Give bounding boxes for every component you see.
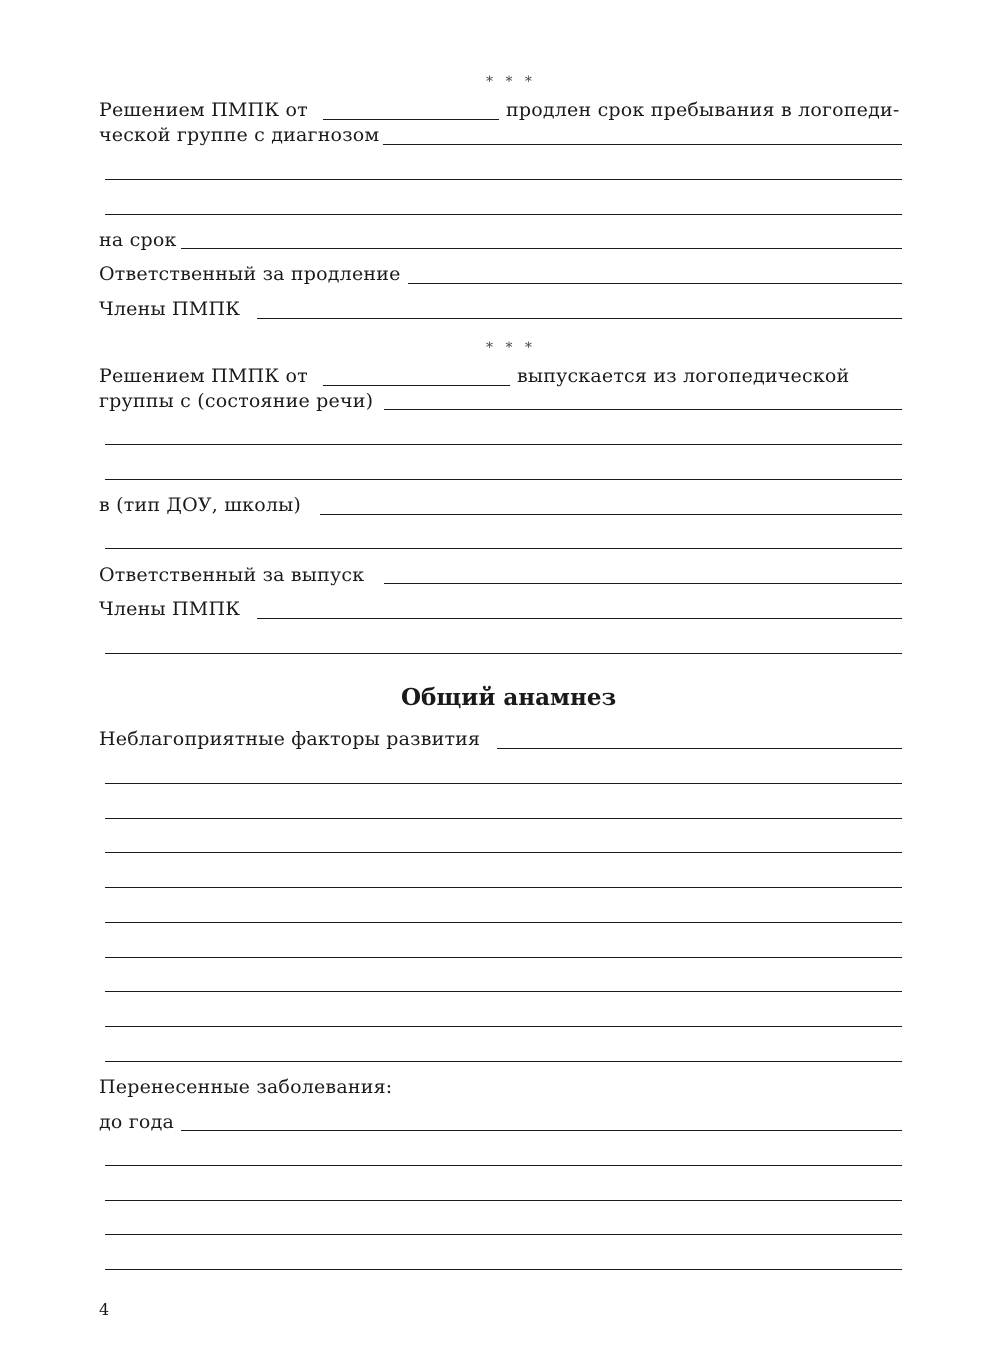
pmpk-members-label: Члены ПМПК <box>99 598 241 620</box>
factors-field-line[interactable] <box>105 957 902 958</box>
release-date-field[interactable] <box>323 385 510 386</box>
factors-field-line[interactable] <box>105 1061 902 1062</box>
school-type-label: в (тип ДОУ, школы) <box>99 494 302 516</box>
before-year-field[interactable] <box>181 1130 902 1131</box>
past-diseases-label: Перенесенные заболевания: <box>99 1076 393 1098</box>
responsible-release-field[interactable] <box>384 583 902 584</box>
factors-field-line[interactable] <box>105 1026 902 1027</box>
speech-state-field[interactable] <box>384 409 902 410</box>
factors-field-line[interactable] <box>105 991 902 992</box>
diseases-field-line[interactable] <box>105 1269 902 1270</box>
pmpk-decision-label: Решением ПМПК от <box>99 365 308 387</box>
diagnosis-label: ческой группе с диагнозом <box>99 124 380 146</box>
diagnosis-field[interactable] <box>383 144 902 145</box>
school-type-field-line-2[interactable] <box>105 548 902 549</box>
responsible-extension-field[interactable] <box>408 283 902 284</box>
term-field[interactable] <box>181 248 902 249</box>
term-label: на срок <box>99 229 177 251</box>
factors-field-line[interactable] <box>105 922 902 923</box>
unfavorable-factors-field[interactable] <box>497 748 902 749</box>
speech-state-field-line-2[interactable] <box>105 444 902 445</box>
release-text: выпускается из логопедической <box>517 365 850 387</box>
speech-state-label: группы с (состояние речи) <box>99 390 374 412</box>
pmpk-members-field-line-2[interactable] <box>105 653 902 654</box>
diseases-field-line[interactable] <box>105 1234 902 1235</box>
section-heading: Общий анамнез <box>401 684 617 711</box>
extension-text: продлен срок пребывания в логопеди- <box>506 99 900 121</box>
diseases-field-line[interactable] <box>105 1200 902 1201</box>
pmpk-members-field[interactable] <box>257 618 902 619</box>
diseases-field-line[interactable] <box>105 1165 902 1166</box>
page-number: 4 <box>99 1300 110 1319</box>
responsible-release-label: Ответственный за выпуск <box>99 564 365 586</box>
factors-field-line[interactable] <box>105 783 902 784</box>
pmpk-members-label: Члены ПМПК <box>99 298 241 320</box>
section-separator-stars: * * * <box>486 74 536 90</box>
diagnosis-field-line-2[interactable] <box>105 179 902 180</box>
factors-field-line[interactable] <box>105 852 902 853</box>
unfavorable-factors-label: Неблагоприятные факторы развития <box>99 728 481 750</box>
before-year-label: до года <box>99 1111 174 1133</box>
factors-field-line[interactable] <box>105 887 902 888</box>
pmpk-members-field[interactable] <box>257 318 902 319</box>
responsible-extension-label: Ответственный за продление <box>99 263 401 285</box>
school-type-field[interactable] <box>320 514 902 515</box>
decision-date-field[interactable] <box>323 119 499 120</box>
speech-state-field-line-3[interactable] <box>105 479 902 480</box>
section-separator-stars: * * * <box>486 340 536 356</box>
pmpk-decision-label: Решением ПМПК от <box>99 99 308 121</box>
factors-field-line[interactable] <box>105 818 902 819</box>
diagnosis-field-line-3[interactable] <box>105 214 902 215</box>
